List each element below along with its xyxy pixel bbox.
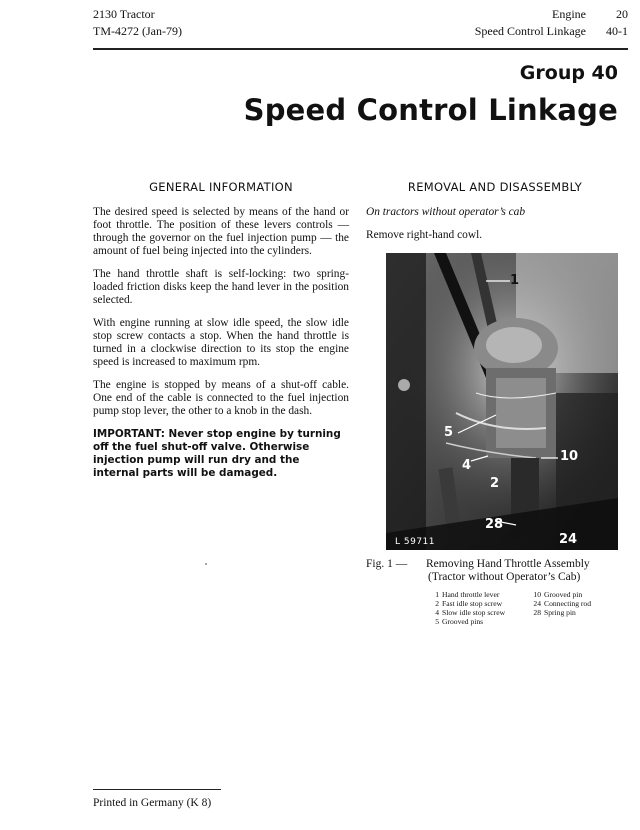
important-notice: IMPORTANT: Never stop engine by turning off the fuel shut-off valve. Otherwise injection pump will run dry and the internal parts will be damaged. bbox=[93, 428, 341, 479]
page-header-left bbox=[93, 6, 182, 40]
section-number: 20 bbox=[616, 7, 628, 21]
throttle-assembly-photo bbox=[386, 253, 618, 550]
legend-item: 10 Grooved pin bbox=[533, 590, 583, 599]
callout-2: 2 bbox=[490, 476, 500, 491]
tractor-model: 2130 Tractor bbox=[93, 7, 155, 21]
general-information-section bbox=[93, 180, 349, 490]
stray-mark bbox=[205, 563, 207, 565]
figure-caption bbox=[366, 558, 622, 584]
paragraph: The engine is stopped by means of a shut-off cable. One end of the cable is connected to the fuel injection pump stop lever, the other to a knob in the dash. bbox=[93, 379, 349, 417]
callout-5: 5 bbox=[444, 425, 454, 440]
figure-label: Fig. 1 — bbox=[366, 558, 408, 570]
page-number: 40-1 bbox=[606, 24, 628, 38]
paragraph: The desired speed is selected by means of the hand or foot throttle. The position of these levers controls — through the governor on the fuel injection pump — the amount of fuel being injected into the cylinders. bbox=[93, 206, 349, 257]
paragraph: With engine running at slow idle speed, the slow idle stop screw contacts a stop. When the hand throttle is turned in a clockwise direction to its stop the engine speed is increased to maximum rpm. bbox=[93, 317, 349, 368]
group-label: Group 40 bbox=[519, 62, 618, 84]
page-header-right bbox=[475, 6, 628, 40]
callout-28: 28 bbox=[485, 517, 504, 532]
callout-24: 24 bbox=[559, 532, 578, 547]
topic-name: Speed Control Linkage bbox=[474, 24, 586, 38]
callout-4: 4 bbox=[462, 458, 472, 473]
callout-10: 10 bbox=[560, 449, 579, 464]
figure-legend bbox=[428, 590, 630, 626]
section-name: Engine bbox=[552, 7, 586, 21]
photo-rendering bbox=[386, 253, 618, 550]
condition-note: On tractors without operator’s cab bbox=[366, 206, 526, 218]
page-title: Speed Control Linkage bbox=[243, 93, 618, 127]
caption-subtitle: (Tractor without Operator’s Cab) bbox=[428, 571, 581, 583]
paragraph: The hand throttle shaft is self-locking: two spring-loaded friction disks keep the hand lever in the position selected. bbox=[93, 268, 349, 306]
procedure-step: Remove right-hand cowl. bbox=[366, 229, 483, 241]
manual-number: TM-4272 (Jan-79) bbox=[93, 24, 182, 38]
legend-item: 5 Grooved pins bbox=[435, 617, 484, 626]
section-heading: GENERAL INFORMATION bbox=[149, 180, 293, 194]
caption-title: Removing Hand Throttle Assembly bbox=[426, 558, 590, 570]
footer-rule bbox=[93, 789, 221, 790]
header-rule bbox=[93, 48, 628, 50]
legend-item: 1 Hand throttle lever bbox=[435, 590, 500, 599]
removal-section bbox=[366, 180, 624, 252]
photo-id: L 59711 bbox=[395, 537, 436, 547]
legend-item: 2 Fast idle stop screw bbox=[435, 599, 503, 608]
print-note: Printed in Germany (K 8) bbox=[93, 797, 212, 809]
callout-1: 1 bbox=[510, 273, 520, 288]
legend-item: 28 Spring pin bbox=[533, 608, 576, 617]
legend-item: 4 Slow idle stop screw bbox=[435, 608, 506, 617]
section-heading: REMOVAL AND DISASSEMBLY bbox=[407, 180, 583, 194]
legend-item: 24 Connecting rod bbox=[533, 599, 592, 608]
